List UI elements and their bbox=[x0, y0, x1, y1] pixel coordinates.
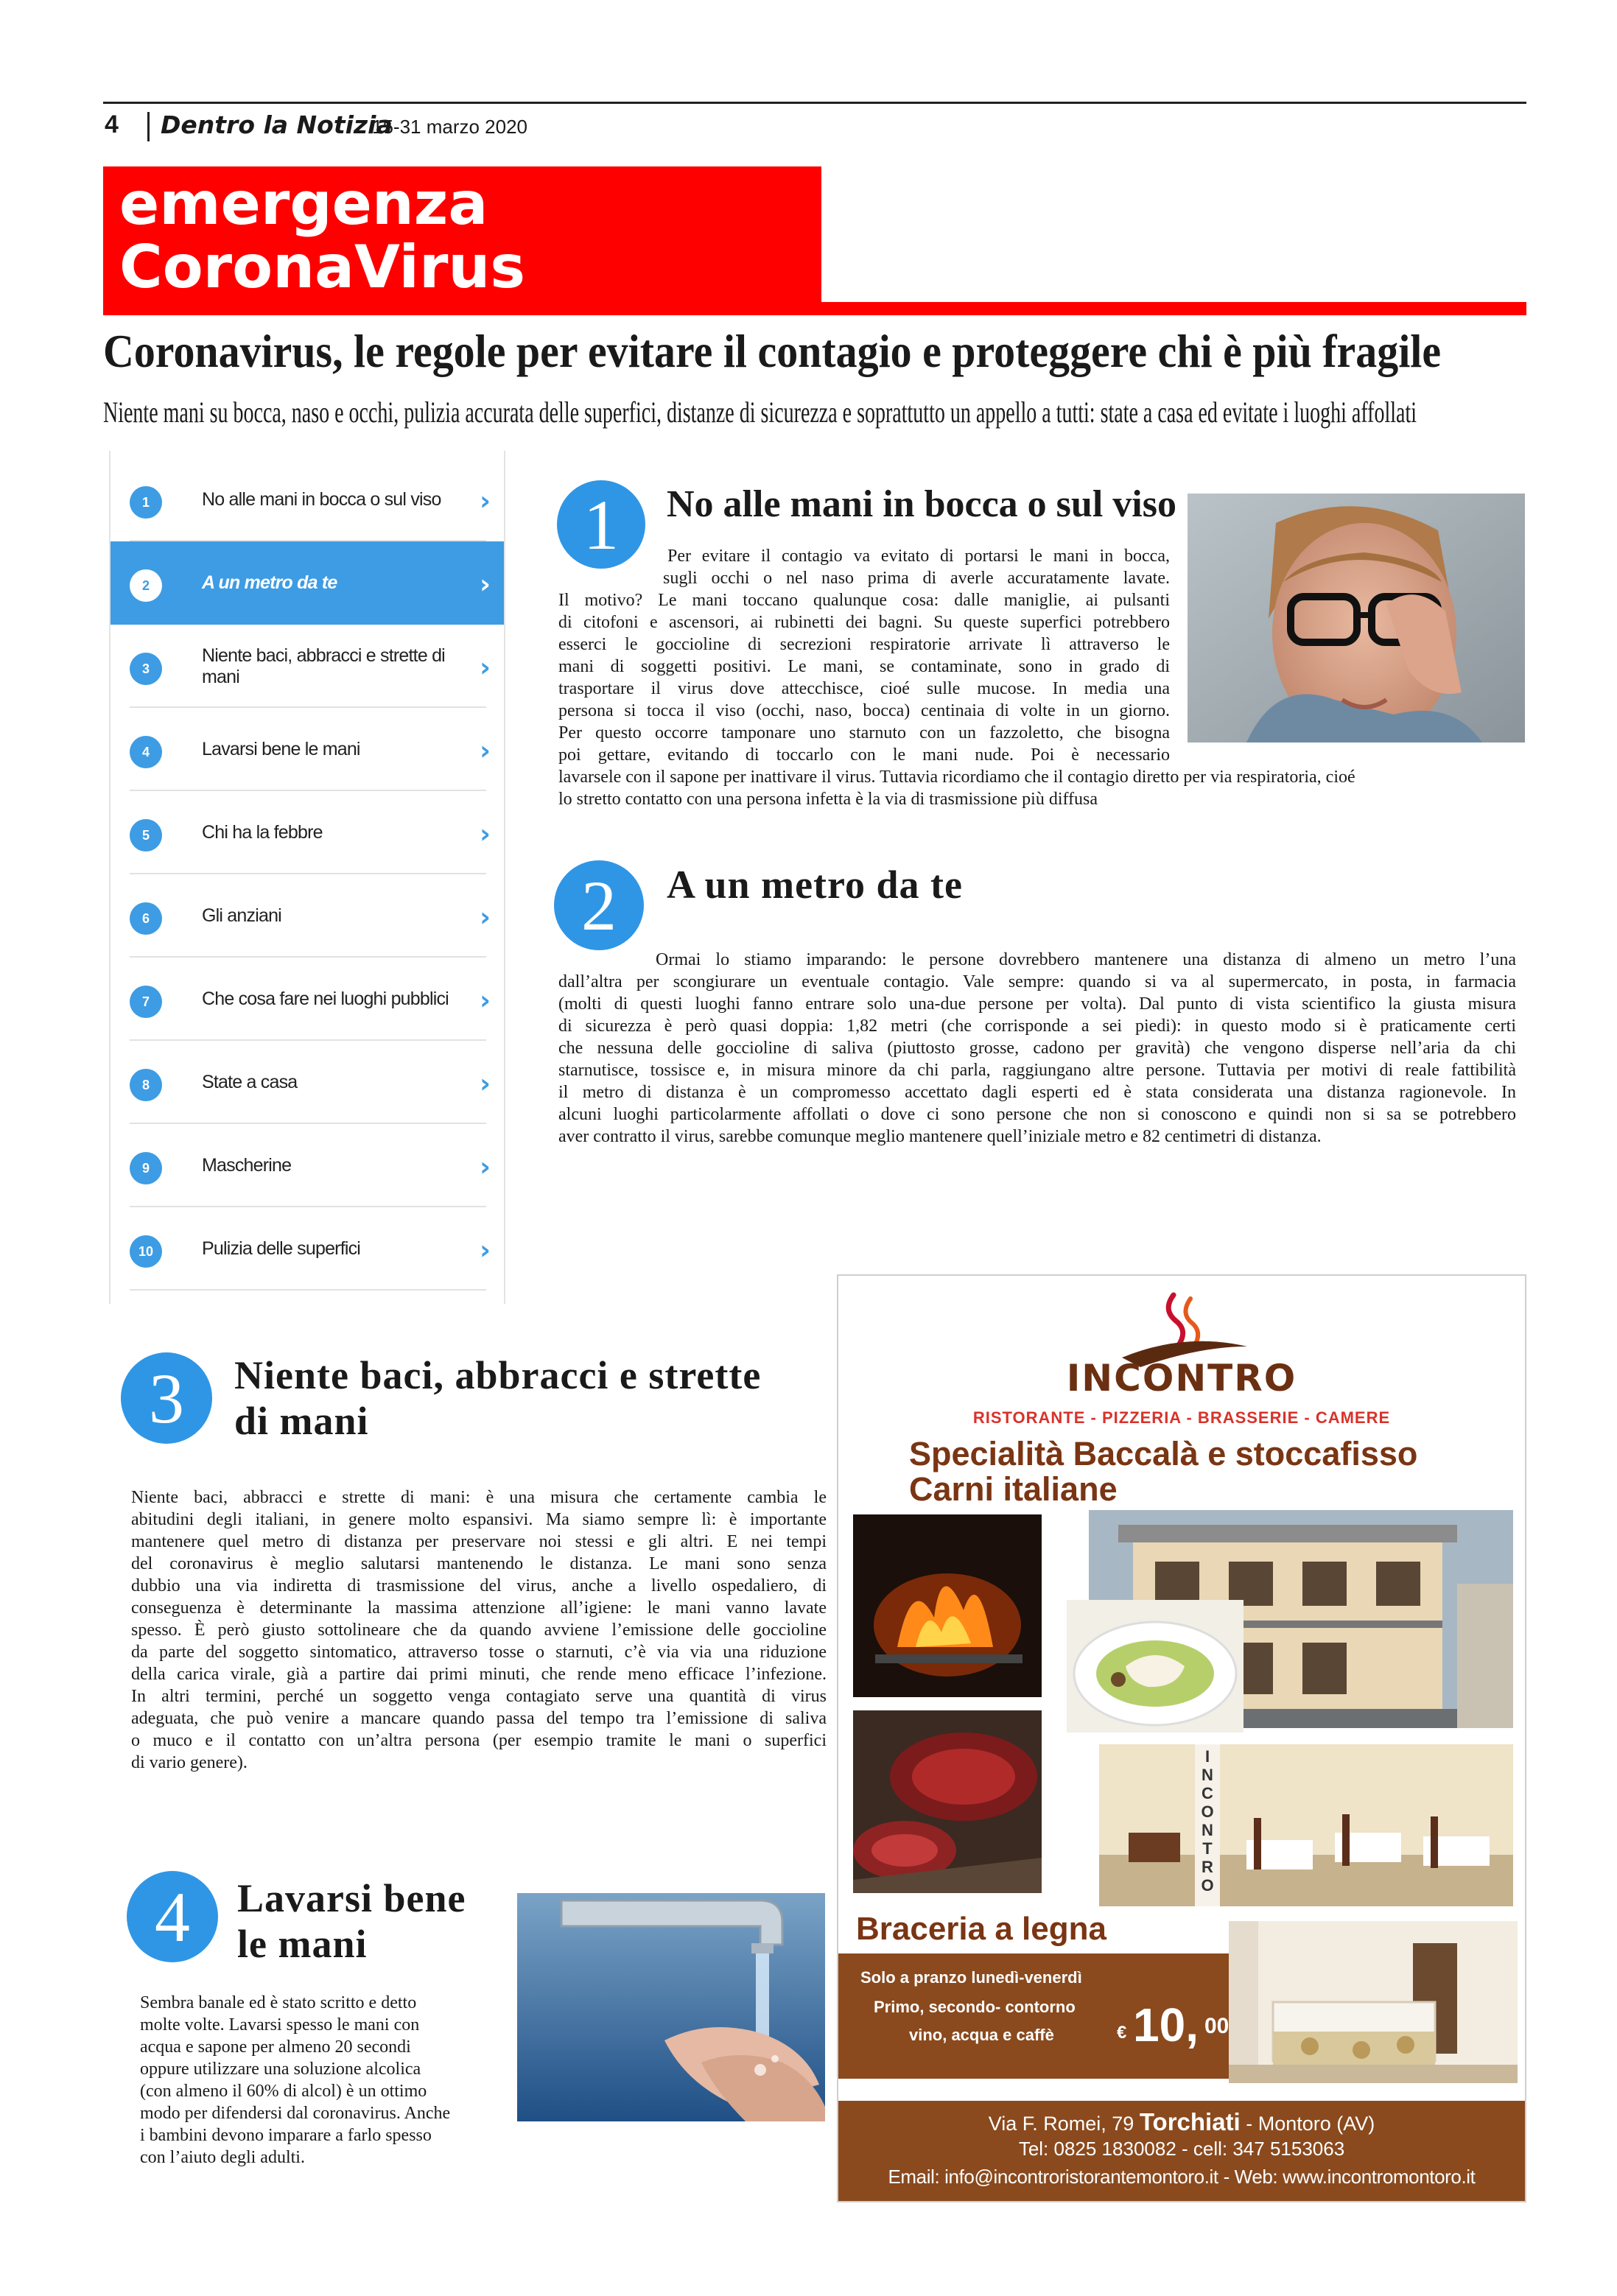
text-line: trasportare il virus dove attecchisce, cioé sulle mucose. In media una bbox=[558, 679, 1170, 698]
wood-oven-photo bbox=[853, 1514, 1042, 1697]
text-line: di vario genere). bbox=[131, 1753, 248, 1772]
rules-menu bbox=[109, 451, 505, 1304]
text-line: aver contratto il virus, sarebbe comunque meglio mantenere quell’iniziale metro e 82 centimetri di distanza. bbox=[558, 1127, 1322, 1146]
page-number: 4 bbox=[105, 110, 119, 138]
section-2-title: A un metro da te bbox=[667, 863, 963, 907]
text-line: persona si tocca il viso (occhi, naso, bocca) centinaia di volte in un giorno. bbox=[558, 701, 1170, 720]
text-line: della carica virale, già a partire dai primi minuti, che rende meno efficace l’infezione. bbox=[131, 1665, 827, 1684]
issue-date: 15-31 marzo 2020 bbox=[372, 116, 528, 138]
sign-letter: O bbox=[1201, 1802, 1214, 1821]
text-line: Per questo occorre tamponare uno starnuto con un fazzoletto, che bisogna bbox=[558, 723, 1170, 742]
text-line: dall’altra per scongiurare un eventuale contagio. Vale sempre: quando si va al supermercato, in posta, in farmacia bbox=[558, 972, 1516, 991]
chevron-right-icon: › bbox=[480, 1152, 491, 1182]
menu-item-number: 4 bbox=[130, 736, 162, 768]
section-4-title-line-2: le mani bbox=[237, 1922, 368, 1966]
sign-letter: R bbox=[1202, 1858, 1213, 1876]
section-3-title-line-1: Niente baci, abbracci e strette bbox=[234, 1353, 762, 1397]
chevron-right-icon: › bbox=[480, 902, 491, 933]
text-line: il metro di distanza è un compromesso accettato dagli esperti ed è stata considerata una distanza ragionevole. In bbox=[558, 1083, 1516, 1102]
chevron-right-icon: › bbox=[480, 569, 491, 600]
address-suffix: - Montoro (AV) bbox=[1246, 2113, 1375, 2135]
text-line: poi gettare, evitando di toccarlo con le mani nude. Poi è necessario bbox=[558, 745, 1170, 765]
text-line: dubbio una via indiretta di trasmissione del virus, anche a livello ospedaliero, di bbox=[131, 1576, 827, 1595]
text-line: (con almeno il 60% di alcol) è un ottimo bbox=[140, 2082, 427, 2101]
chevron-right-icon: › bbox=[480, 819, 491, 849]
menu-item-label: Mascherine bbox=[202, 1155, 292, 1176]
text-line: mani di soggetti positivi. Le mani, se contaminate, sono in grado di bbox=[558, 657, 1170, 676]
menu-item-label: No alle mani in bocca o sul viso bbox=[202, 489, 441, 510]
menu-item-label: Chi ha la febbre bbox=[202, 822, 323, 843]
text-line: acqua e sapone per almeno 20 secondi bbox=[140, 2037, 411, 2057]
menu-item-number: 1 bbox=[130, 486, 162, 519]
text-line: conseguenza è determinante la massima attenzione all’igiene: le mani vanno lavate bbox=[131, 1598, 827, 1618]
text-line: di citofoni e ascensori, ai rubinetti dei bagni. Su queste superfici potrebbero bbox=[558, 613, 1170, 632]
text-line: Per evitare il contagio va evitato di portarsi le mani in bocca, bbox=[667, 547, 1170, 566]
section-2-number: 2 bbox=[554, 860, 644, 950]
text-line: o muco e il contatto con un’altra persona (per esempio tramite le mani o superfici bbox=[131, 1731, 827, 1750]
menu-item-label: Che cosa fare nei luoghi pubblici bbox=[202, 989, 449, 1009]
banner-line-1: emergenza bbox=[119, 169, 488, 238]
header-separator bbox=[147, 112, 150, 141]
menu-item-number: 7 bbox=[130, 986, 162, 1018]
text-line: adeguata, che può venire a mancare quando passa del tempo tra l’emissione di saliva bbox=[131, 1709, 827, 1728]
menu-item-6[interactable] bbox=[111, 874, 504, 958]
menu-item-7[interactable] bbox=[111, 958, 504, 1041]
top-rule bbox=[103, 102, 1526, 104]
menu-item-4[interactable] bbox=[111, 708, 504, 791]
plated-dish-photo bbox=[1067, 1600, 1244, 1732]
ad-braceria: Braceria a legna bbox=[856, 1911, 1106, 1947]
text-line: Niente baci, abbracci e strette di mani: è una misura che certamente cambia le bbox=[131, 1488, 827, 1507]
woman-rubbing-eyes-photo bbox=[1188, 494, 1525, 742]
menu-item-1[interactable] bbox=[111, 458, 504, 541]
section-3-number: 3 bbox=[121, 1352, 212, 1444]
text-line: spesso. È però giusto sottolineare che da quando avviene l’emissione delle goccioline bbox=[131, 1621, 827, 1640]
ad-specialty-line-2: Carni italiane bbox=[909, 1470, 1118, 1508]
text-line: Il motivo? Le mani toccano qualunque cosa: dalle maniglie, ai pulsanti bbox=[558, 591, 1170, 610]
text-line: i bambini devono imparare a farlo spesso bbox=[140, 2126, 432, 2145]
chevron-right-icon: › bbox=[480, 486, 491, 516]
menu-item-label: State a casa bbox=[202, 1072, 298, 1092]
section-1-title: No alle mani in bocca o sul viso bbox=[667, 483, 1176, 525]
offer-line-2: Primo, secondo- contorno bbox=[874, 1998, 1076, 2016]
price-integer: 10, bbox=[1133, 1998, 1199, 2051]
text-line: Sembra banale ed è stato scritto e detto bbox=[140, 1993, 417, 2012]
ad-address bbox=[838, 2108, 1525, 2136]
incontro-vertical-sign bbox=[1195, 1747, 1220, 1895]
ad-email-web: Email: info@incontroristorantemontoro.it - Web: www.incontromontoro.it bbox=[888, 2166, 1476, 2188]
menu-item-3[interactable] bbox=[111, 625, 504, 708]
menu-item-9[interactable] bbox=[111, 1124, 504, 1207]
section-1-number: 1 bbox=[557, 480, 645, 569]
menu-item-label: Lavarsi bene le mani bbox=[202, 739, 360, 759]
text-line: abitudini degli italiani, in genere molto espansivi. Ma siamo sempre lì: è importante bbox=[131, 1510, 827, 1529]
text-line: mantenere quel metro di distanza per preservare noi stessi e gli altri. E nei tempi bbox=[131, 1532, 827, 1551]
section-3-title-line-2: di mani bbox=[234, 1399, 369, 1443]
hand-washing-photo bbox=[517, 1893, 825, 2121]
text-line: esserci le goccioline di secrezioni respiratorie arrivate lì attraverso le bbox=[558, 635, 1170, 654]
menu-item-8[interactable] bbox=[111, 1041, 504, 1124]
section-3-body bbox=[131, 1486, 827, 1774]
menu-item-number: 5 bbox=[130, 819, 162, 852]
chevron-right-icon: › bbox=[480, 1069, 491, 1099]
restaurant-advertisement bbox=[837, 1274, 1526, 2202]
chevron-right-icon: › bbox=[480, 986, 491, 1016]
menu-item-number: 9 bbox=[130, 1152, 162, 1184]
menu-divider bbox=[130, 1289, 486, 1291]
offer-line-1: Solo a pranzo lunedì-venerdì bbox=[860, 1968, 1082, 1987]
text-line: molte volte. Lavarsi spesso le mani con bbox=[140, 2015, 420, 2035]
text-line: oppure utilizzare una soluzione alcolica bbox=[140, 2060, 421, 2079]
ad-specialty-line-1: Specialità Baccalà e stoccafisso bbox=[909, 1435, 1418, 1472]
chevron-right-icon: › bbox=[480, 653, 491, 683]
menu-item-10[interactable] bbox=[111, 1207, 504, 1291]
menu-item-label: Pulizia delle superfici bbox=[202, 1238, 361, 1259]
bedroom-photo bbox=[1229, 1921, 1518, 2083]
text-line: di sicurezza è però quasi doppia: 1,82 metri (che corrisponde a sei piedi): in questo modo si è praticamente certi bbox=[558, 1017, 1516, 1036]
banner-rule bbox=[103, 302, 1526, 315]
menu-item-label: Gli anziani bbox=[202, 905, 281, 926]
banner-line-2: CoronaVirus bbox=[119, 233, 525, 301]
sign-letter: I bbox=[1204, 1747, 1210, 1766]
address-prefix: Via F. Romei, 79 bbox=[988, 2113, 1134, 2135]
chevron-right-icon: › bbox=[480, 736, 491, 766]
newspaper-name: Dentro la Notizia bbox=[161, 110, 393, 139]
menu-item-label: Niente baci, abbracci e strette di mani bbox=[202, 645, 445, 687]
text-line: (molti di questi luoghi fanno entrare solo una-due persone per volta). Dal punto di vista scientifico la giusta misura bbox=[558, 994, 1516, 1014]
text-line: lavarsele con il sapone per inattivare il virus. Tuttavia ricordiamo che il contagio diretto per via respiratoria, cioé bbox=[558, 768, 1355, 787]
menu-item-number: 6 bbox=[130, 902, 162, 935]
text-line: alcuni luoghi particolarmente affollati o dove ci sono persone che non si conoscono e quindi non si sa se potrebbero bbox=[558, 1105, 1516, 1124]
text-line: modo per difendersi dal coronavirus. Anche bbox=[140, 2104, 451, 2123]
menu-item-number: 2 bbox=[130, 569, 162, 602]
ad-brand: INCONTRO bbox=[1066, 1357, 1297, 1400]
section-4-number: 4 bbox=[127, 1871, 218, 1962]
text-line: In altri termini, perché un soggetto venga contagiato serve una quantità di virus bbox=[131, 1687, 827, 1706]
section-2-body bbox=[558, 949, 1516, 1148]
text-line: sugli occhi o nel naso prima di averle accuratamente lavate. bbox=[663, 569, 1170, 588]
menu-item-number: 3 bbox=[130, 653, 162, 685]
ad-tagline: RISTORANTE - PIZZERIA - BRASSERIE - CAMERE bbox=[972, 1408, 1391, 1427]
dining-room-photo bbox=[1099, 1744, 1513, 1906]
text-line: lo stretto contatto con una persona infetta è la via di trasmissione più diffusa bbox=[558, 790, 1098, 809]
price-currency: € bbox=[1117, 2023, 1127, 2043]
text-line: del coronavirus è meglio salutarsi mantenendo le distanza. Le mani sono senza bbox=[131, 1554, 827, 1573]
text-line: da parte del soggetto sintomatico, attraverso tosse o starnuti, c’è via via una riduzione bbox=[131, 1643, 827, 1662]
ad-phones: Tel: 0825 1830082 - cell: 347 5153063 bbox=[1018, 2138, 1345, 2160]
sign-letter: O bbox=[1201, 1876, 1214, 1895]
sign-letter: C bbox=[1202, 1784, 1213, 1802]
sign-letter: N bbox=[1202, 1821, 1213, 1839]
section-4-body bbox=[140, 1992, 498, 2169]
chevron-right-icon: › bbox=[480, 1235, 491, 1265]
price-decimal: 00 bbox=[1204, 2014, 1230, 2038]
text-line: con l’aiuto degli adulti. bbox=[140, 2148, 305, 2167]
menu-item-label: A un metro da te bbox=[202, 572, 337, 593]
text-line: che nessuna delle goccioline di saliva (piuttosto grosse, cadono per gravità) che vengono disperse nell’aria da chi bbox=[558, 1039, 1516, 1058]
section-4-title-line-1: Lavarsi bene bbox=[237, 1876, 466, 1920]
menu-item-number: 10 bbox=[130, 1235, 162, 1268]
text-line: starnutisce, tossisce e, in misura minore da chi parla, raggiungano altre persone. Tuttavia per motivi di reale fattibilità bbox=[558, 1061, 1516, 1080]
meat-cuts-photo bbox=[853, 1710, 1042, 1893]
text-line: Ormai lo stiamo imparando: le persone dovrebbero mantenere una distanza di almeno un metro l’una bbox=[656, 950, 1516, 969]
offer-line-3: vino, acqua e caffè bbox=[909, 2026, 1054, 2044]
address-town: Torchiati bbox=[1139, 2108, 1241, 2135]
menu-item-2[interactable] bbox=[111, 541, 504, 625]
menu-item-number: 8 bbox=[130, 1069, 162, 1101]
sign-letter: N bbox=[1202, 1766, 1213, 1784]
menu-item-5[interactable] bbox=[111, 791, 504, 874]
headline: Coronavirus, le regole per evitare il contagio e proteggere chi è più fragile bbox=[103, 325, 1442, 377]
sign-letter: T bbox=[1202, 1839, 1213, 1858]
subheadline: Niente mani su bocca, naso e occhi, pulizia accurata delle superfici, distanze di sicurezza e soprattutto un appello a tutti: state a casa ed evitate i luoghi affollati bbox=[103, 396, 1417, 429]
